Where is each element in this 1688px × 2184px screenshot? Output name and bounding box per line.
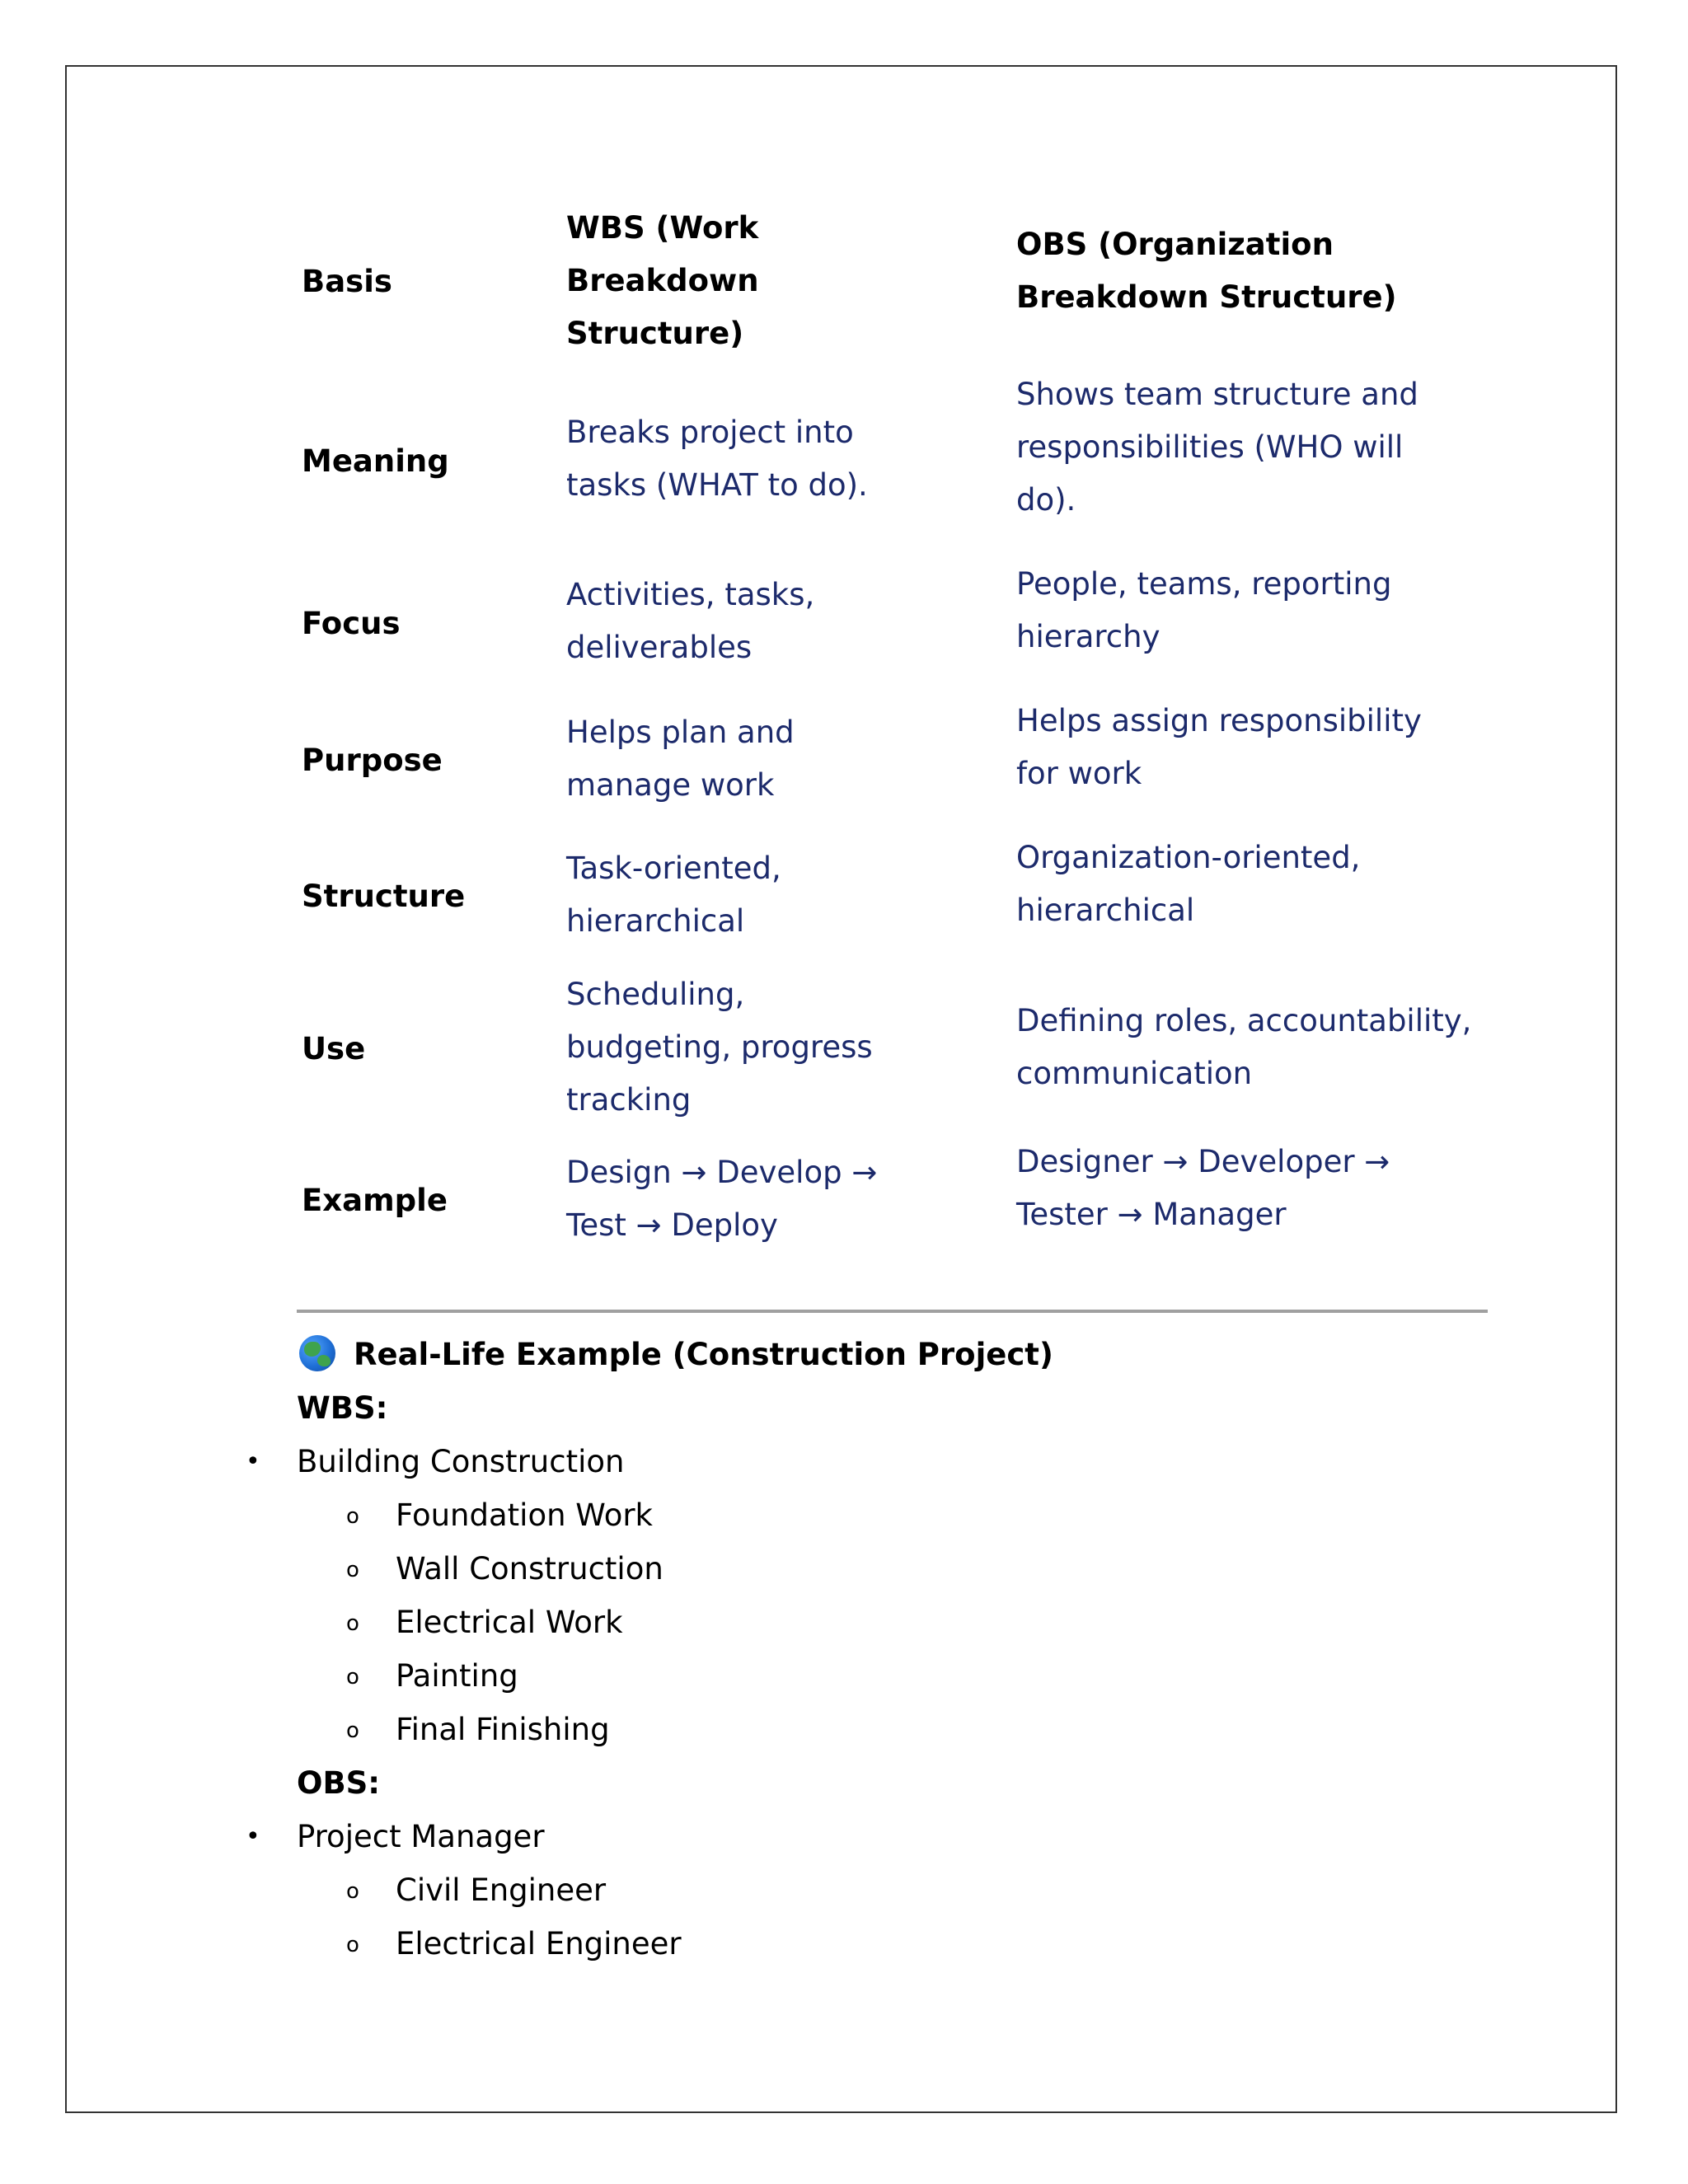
wbs-cell: Breaks project into tasks (WHAT to do).	[566, 415, 868, 503]
header-wbs: WBS (Work Breakdown Structure)	[566, 210, 759, 351]
horizontal-divider	[297, 1310, 1488, 1313]
row-label: Use	[302, 1031, 366, 1066]
list-item: Painting	[396, 1658, 518, 1694]
obs-cell: Shows team structure and responsibilities (WHO will do).	[1016, 377, 1418, 518]
row-label: Structure	[302, 879, 466, 914]
list-item: Project Manager	[297, 1819, 545, 1854]
obs-cell: People, teams, reporting hierarchy	[1016, 566, 1392, 654]
wbs-cell: Task-oriented, hierarchical	[566, 851, 781, 939]
obs-label: OBS:	[297, 1765, 381, 1801]
bullet-icon: •	[246, 1822, 260, 1851]
header-obs: OBS (Organization Breakdown Structure)	[1016, 227, 1397, 315]
list-item: Civil Engineer	[396, 1872, 607, 1908]
section-heading	[299, 1329, 1053, 1381]
row-label: Focus	[302, 606, 401, 641]
sub-bullet-icon: o	[346, 1665, 359, 1690]
obs-cell: Helps assign responsibility for work	[1016, 703, 1422, 791]
list-item: Electrical Engineer	[396, 1926, 682, 1961]
list-item: Final Finishing	[396, 1712, 610, 1747]
sub-bullet-icon: o	[346, 1718, 359, 1743]
sub-bullet-icon: o	[346, 1558, 359, 1582]
wbs-cell: Activities, tasks, deliverables	[566, 577, 815, 665]
wbs-cell: Design → Develop → Test → Deploy	[566, 1155, 878, 1243]
list-item: Wall Construction	[396, 1551, 663, 1586]
section-title-text: Real-Life Example (Construction Project)	[354, 1337, 1053, 1372]
wbs-cell: Helps plan and manage work	[566, 715, 795, 803]
row-label: Purpose	[302, 743, 443, 778]
obs-cell: Designer → Developer → Tester → Manager	[1016, 1144, 1390, 1232]
sub-bullet-icon: o	[346, 1611, 359, 1636]
wbs-label: WBS:	[297, 1390, 388, 1426]
list-item: Foundation Work	[396, 1497, 653, 1533]
row-label: Meaning	[302, 443, 449, 479]
header-basis: Basis	[302, 264, 392, 299]
list-item: Electrical Work	[396, 1605, 623, 1640]
wbs-cell: Scheduling, budgeting, progress tracking	[566, 977, 873, 1118]
list-item: Building Construction	[297, 1444, 625, 1479]
sub-bullet-icon: o	[346, 1504, 359, 1529]
row-label: Example	[302, 1183, 448, 1218]
sub-bullet-icon: o	[346, 1933, 359, 1957]
obs-cell: Organization-oriented, hierarchical	[1016, 840, 1361, 928]
bullet-icon: •	[246, 1447, 260, 1476]
obs-cell: Defining roles, accountability, communication	[1016, 1003, 1472, 1091]
sub-bullet-icon: o	[346, 1879, 359, 1904]
globe-icon	[299, 1335, 335, 1371]
